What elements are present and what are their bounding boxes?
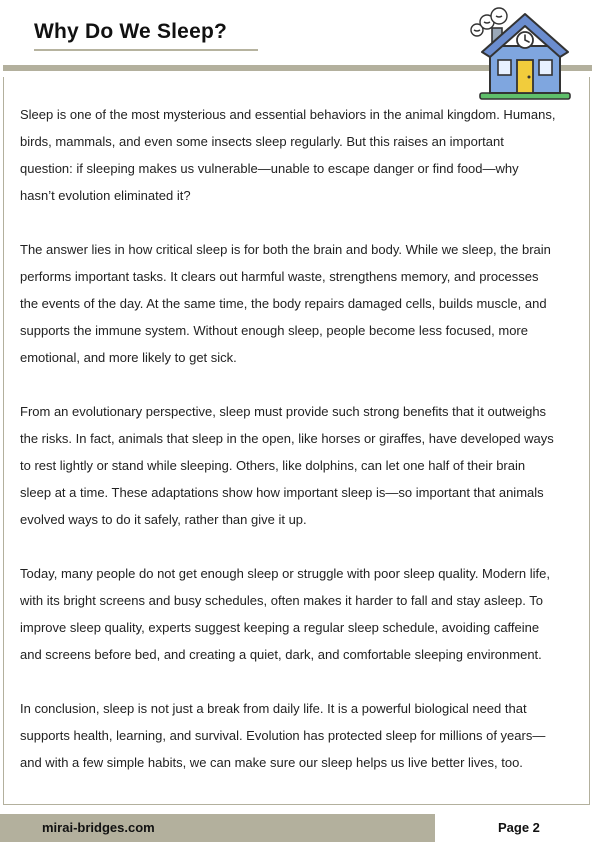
article-paragraph-1: Sleep is one of the most mysterious and essential behaviors in the animal kingdom. Humans, birds, mammals, and even some insects sleep regularly. But this raises an important question: if sleeping makes us vulnerable—unable to escape danger or find food—why hasn’t evolution eliminated it? <box>20 107 556 203</box>
page-title: Why Do We Sleep? <box>34 20 227 43</box>
article-paragraph-4: Today, many people do not get enough sleep or struggle with poor sleep quality. Modern life, with its bright screens and busy schedules, often makes it harder to fall and stay asleep. To improve sleep quality, experts suggest keeping a regular sleep schedule, avoiding caffeine and screens before bed, and creating a quiet, dark, and comfortable sleeping environment. <box>20 566 550 662</box>
article-paragraph-5: In conclusion, sleep is not just a break from daily life. It is a powerful biological need that supports health, learning, and survival. Evolution has protected sleep for millions of years— and with a few simple habits, we can make sure our sleep helps us live better lives, too. <box>20 701 546 770</box>
article-paragraph-3: From an evolutionary perspective, sleep must provide such strong benefits that it outweighs the risks. In fact, animals that sleep in the open, like horses or giraffes, have developed ways to rest lightly or stand while sleeping. Others, like dolphins, can let one half of their brain sleep at a time. These adaptations show how important sleep is—so important that animals evolved ways to do it safely, rather than give it up. <box>20 404 554 527</box>
title-underline <box>34 49 258 51</box>
page-number: Page 2 <box>498 820 540 835</box>
footer-site-link[interactable]: mirai-bridges.com <box>42 820 155 835</box>
house-with-clock-and-smoke-icon <box>456 2 580 102</box>
clock-icon <box>517 32 533 48</box>
article-paragraph-2: The answer lies in how critical sleep is for both the brain and body. While we sleep, the brain performs important tasks. It clears out harmful waste, strengthens memory, and processes the events of the day. At the same time, the body repairs damaged cells, builds muscle, and supports the immune system. Without enough sleep, people become less focused, more emotional, and more likely to get sick. <box>20 242 551 365</box>
